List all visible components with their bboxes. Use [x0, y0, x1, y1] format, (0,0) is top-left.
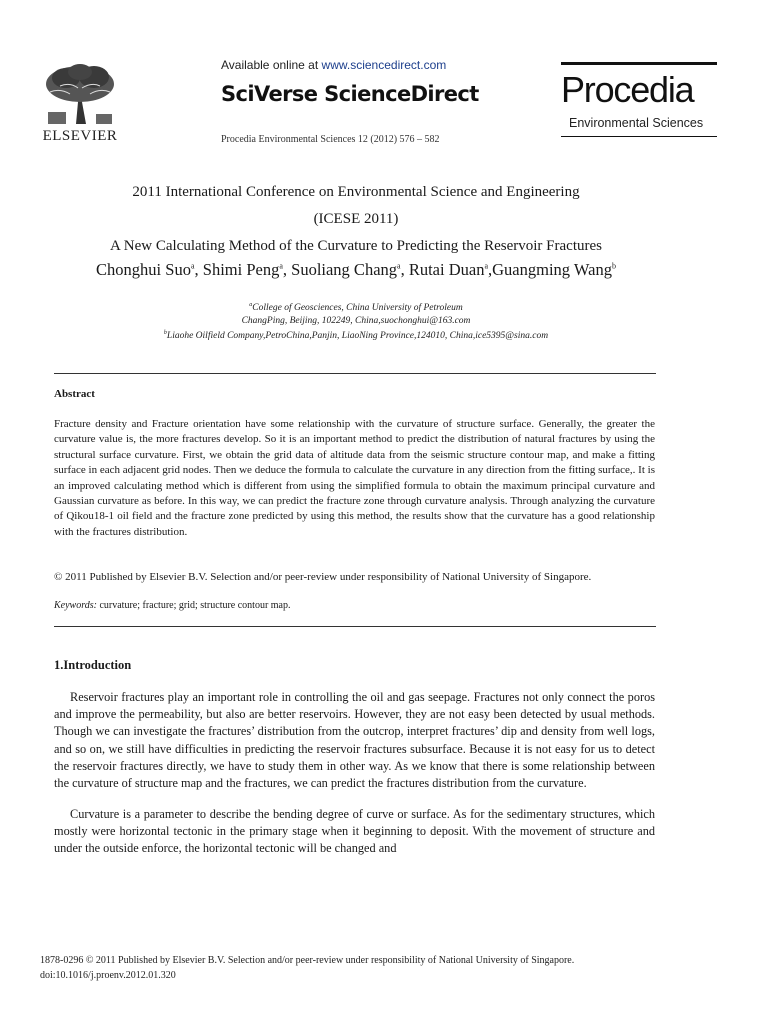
procedia-subtitle: Environmental Sciences: [569, 116, 704, 130]
author-name: Chonghui Suo: [96, 260, 191, 279]
keywords-line: [54, 600, 655, 611]
journal-reference: Procedia Environmental Sciences 12 (2012) 576 – 582: [221, 134, 440, 145]
author-name: Suoliang Chang: [291, 260, 398, 279]
author-separator: ,: [194, 260, 203, 279]
author-affiliation-mark: b: [611, 261, 616, 271]
author-separator: ,: [400, 260, 409, 279]
affiliation-a: [0, 302, 712, 313]
procedia-title: Procedia: [561, 69, 694, 110]
procedia-logo: [561, 62, 717, 137]
available-online-line: [221, 58, 446, 72]
author-affiliation-mark: a: [397, 261, 401, 271]
author-affiliation-mark: a: [484, 261, 489, 271]
abstract-heading: Abstract: [54, 388, 95, 400]
footer-issn-line: 1878-0296 © 2011 Published by Elsevier B.V. Selection and/or peer-review under responsibility of National University of Singapore.: [40, 955, 575, 966]
elsevier-tree-icon: [40, 62, 120, 126]
affiliation-text: ChangPing, Beijing, 102249, China,suochonghui@163.com: [241, 316, 471, 326]
conference-name: 2011 International Conference on Environmental Science and Engineering: [132, 184, 580, 200]
paper-title: A New Calculating Method of the Curvature to Predicting the Reservoir Fractures: [110, 238, 602, 254]
footer-doi[interactable]: doi:10.1016/j.proenv.2012.01.320: [40, 970, 176, 981]
sciverse-sciencedirect-logo: SciVerse ScienceDirect: [221, 82, 479, 106]
affiliation-a-address: [0, 316, 712, 326]
author-list: [0, 260, 712, 280]
keywords-text: curvature; fracture; grid; structure contour map.: [96, 600, 291, 611]
elsevier-logo: [40, 62, 120, 145]
author-name: Shimi Peng: [202, 260, 280, 279]
abstract-bottom-rule: [54, 626, 656, 627]
author-separator: ,: [488, 260, 493, 279]
affiliation-mark: a: [249, 302, 253, 308]
page-footer: [40, 953, 574, 983]
keywords-label: Keywords:: [54, 600, 97, 611]
sciencedirect-link[interactable]: www.sciencedirect.com: [321, 58, 447, 72]
author-affiliation-mark: a: [190, 261, 195, 271]
affiliation-b: [0, 330, 712, 341]
body-paragraph: Reservoir fractures play an important role in controlling the oil and gas seepage. Fractures not only connect the poros and improve the permeability, but also are better reservoirs. However, they are not easy been detected by usual methods. Though we can investigate the fractures’ distribution from the outcrop, interpret fractures’ dip and density from well logs, and so on, we still have difficulties in predicting the reservoir fractures subsurface. Because it is not easy for us to detect the reservoir fractures directly, we have to study them in other way. As we know that there is some relationship between the curvature of structure map and the fractures, we can predict the fractures distribution from the curvature.: [54, 690, 655, 791]
author-name: Rutai Duan: [408, 260, 485, 279]
affiliation-text: Liaohe Oilfield Company,PetroChina,Panjin, LiaoNing Province,124010, China,ice5395@sina.com: [166, 331, 549, 342]
affiliation-text: College of Geosciences, China University of Petroleum: [252, 303, 463, 314]
author-separator: ,: [282, 260, 292, 279]
abstract-copyright: © 2011 Published by Elsevier B.V. Selection and/or peer-review under responsibility of National University of Singapore.: [54, 571, 592, 583]
abstract-text: Fracture density and Fracture orientation have some relationship with the curvature of structure surface. Generally, the greater the curvature value is, the more fractures develop. So it is an important method to predict the distribution of natural fractures by using the structural surface curvature. First, we obtain the grid data of altitude data from the seismic structure contour map, and make a fitting surface in each adjacent grid nodes. Then we deduce the formula to calculate the curvature in any direction from the fitting surface,. It is an improved calculating method which is different from using the simplified formula to obtain the maximum principal curvature and Gaussian curvature as before. In this way, we can predict the fracture zone through curvature analysis. Through analyzing the curvature of Qikou18-1 oil field and the fracture zone predicted by using this method, the results show that the curvature has a good relationship with the fractures distribution.: [54, 418, 655, 538]
procedia-top-bar: [561, 62, 717, 65]
affiliation-mark: b: [163, 330, 167, 336]
elsevier-wordmark: ELSEVIER: [42, 128, 118, 144]
author-name: Guangming Wang: [492, 260, 612, 279]
abstract-top-rule: [54, 373, 656, 374]
conference-short-name: (ICESE 2011): [313, 211, 399, 227]
available-prefix: Available online at: [221, 58, 322, 72]
author-affiliation-mark: a: [279, 261, 283, 271]
section-heading-introduction: 1.Introduction: [54, 658, 132, 672]
procedia-bottom-bar: [561, 136, 717, 137]
body-paragraph: Curvature is a parameter to describe the bending degree of curve or surface. As for the sedimentary structures, which mostly were horizontal tectonic in the primary stage when it beginning to deposit. With the movement of structure and under the outside enforce, the horizontal tectonic will be changed and: [54, 807, 655, 856]
